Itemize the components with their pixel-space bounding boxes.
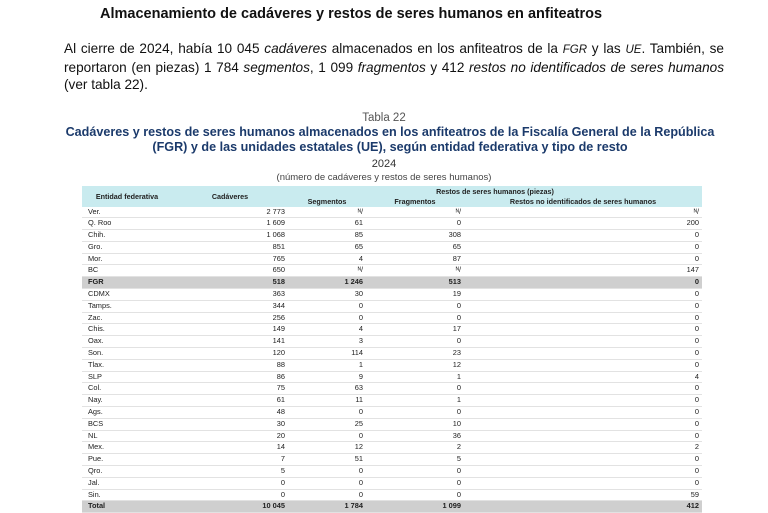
cell-fragmentos: 19 [366,289,464,301]
cell-restos: 0 [464,348,702,360]
cell-cadaveres: 1 068 [172,230,288,242]
data-table [82,186,702,513]
cell-fragmentos: 0 [366,477,464,489]
table-row [82,430,702,442]
cell-cadaveres: 86 [172,371,288,383]
table-row [82,383,702,395]
cell-cadaveres: 14 [172,442,288,454]
header-fragmentos: Fragmentos [366,197,464,207]
cell-entidad: Tlax. [82,359,172,371]
intro-text: . También, se reportaron (en piezas) 1 784 [64,41,724,75]
cell-entidad: Q. Roo [82,218,172,230]
cell-segmentos: 114 [288,348,366,360]
cell-fragmentos: 17 [366,324,464,336]
cell-segmentos: 0 [288,407,366,419]
intro-text: almacenados en los anfiteatros de la [326,41,563,56]
cell-segmentos: 0 [288,300,366,312]
cell-cadaveres: 363 [172,289,288,301]
cell-cadaveres: 141 [172,336,288,348]
cell-cadaveres: 30 [172,418,288,430]
cell-segmentos: 4 [288,324,366,336]
cell-restos: 0 [464,395,702,407]
cell-segmentos: 61 [288,218,366,230]
cell-segmentos: 1 [288,359,366,371]
cell-restos: 0 [464,241,702,253]
cell-entidad: Total [82,501,172,513]
intro-abbr: UE [625,44,642,56]
cell-cadaveres: 256 [172,312,288,324]
cell-entidad: Oax. [82,336,172,348]
table-row [82,218,702,230]
cell-entidad: Sin. [82,489,172,501]
table-row [82,466,702,478]
cell-restos: 0 [464,324,702,336]
cell-fragmentos: 65 [366,241,464,253]
cell-fragmentos: 10 [366,418,464,430]
cell-entidad: Ver. [82,207,172,218]
table-row [82,477,702,489]
cell-segmentos: 0 [288,466,366,478]
cell-entidad: Tamps. [82,300,172,312]
cell-restos: 0 [464,383,702,395]
intro-text: , 1 099 [309,60,358,75]
cell-restos: 2 [464,442,702,454]
table-row [82,230,702,242]
cell-segmentos: 1 784 [288,501,366,513]
cell-restos: ᴺ/ [464,207,702,218]
table-note: (número de cadáveres y restos de seres humanos) [276,172,492,183]
intro-term: segmentos [243,60,310,75]
cell-entidad: Col. [82,383,172,395]
cell-fragmentos: 87 [366,253,464,265]
intro-text: y 412 [425,60,470,75]
cell-segmentos: 51 [288,454,366,466]
table-row [82,407,702,419]
intro-text: (ver tabla 22). [64,77,148,92]
cell-cadaveres: 61 [172,395,288,407]
table-row [82,312,702,324]
table-row [82,207,702,218]
cell-restos: 147 [464,265,702,277]
cell-cadaveres: 5 [172,466,288,478]
cell-restos: 0 [464,477,702,489]
cell-cadaveres: 2 773 [172,207,288,218]
intro-paragraph [64,40,724,93]
cell-segmentos: 4 [288,253,366,265]
table-year: 2024 [371,158,397,170]
cell-cadaveres: 518 [172,277,288,289]
table-row [82,418,702,430]
table-label: Tabla 22 [362,112,406,124]
table-body [82,207,702,513]
cell-fragmentos: 0 [366,466,464,478]
cell-entidad: Qro. [82,466,172,478]
table-title: Cadáveres y restos de seres humanos almacenados en los anfiteatros de la Fiscalía General de la República (FGR) y de las unidades estatales (UE), según entidad federativa y tipo de resto [65,125,715,154]
cell-fragmentos: 0 [366,383,464,395]
table-total-row [82,501,702,513]
cell-entidad: Mex. [82,442,172,454]
table-row [82,348,702,360]
cell-segmentos: 85 [288,230,366,242]
intro-abbr: FGR [562,44,588,56]
cell-restos: 0 [464,289,702,301]
cell-fragmentos: 0 [366,218,464,230]
table-row [82,395,702,407]
cell-entidad: SLP [82,371,172,383]
cell-fragmentos: 12 [366,359,464,371]
table-row [82,489,702,501]
cell-fragmentos: ᴺ/ [366,265,464,277]
cell-segmentos: ᴺ/ [288,265,366,277]
cell-fragmentos: 0 [366,489,464,501]
cell-entidad: Zac. [82,312,172,324]
header-segmentos: Segmentos [288,197,366,207]
header-restos-ni: Restos no identificados de seres humanos [464,197,702,207]
cell-restos: 200 [464,218,702,230]
cell-fragmentos: 513 [366,277,464,289]
cell-segmentos: 3 [288,336,366,348]
table-row [82,265,702,277]
cell-entidad: BC [82,265,172,277]
intro-text: Al cierre de 2024, había 10 045 [64,41,265,56]
cell-fragmentos: 308 [366,230,464,242]
cell-segmentos: 63 [288,383,366,395]
cell-restos: 0 [464,407,702,419]
table-row [82,442,702,454]
cell-cadaveres: 344 [172,300,288,312]
intro-term: cadáveres [264,41,327,56]
cell-cadaveres: 75 [172,383,288,395]
table-row [82,241,702,253]
cell-segmentos: 12 [288,442,366,454]
cell-entidad: Jal. [82,477,172,489]
cell-restos: 4 [464,371,702,383]
cell-segmentos: 0 [288,489,366,501]
cell-fragmentos: 0 [366,312,464,324]
cell-restos: 0 [464,277,702,289]
cell-fragmentos: 0 [366,336,464,348]
cell-entidad: Gro. [82,241,172,253]
cell-entidad: FGR [82,277,172,289]
cell-restos: 0 [464,230,702,242]
table-row [82,371,702,383]
cell-segmentos: 1 246 [288,277,366,289]
cell-segmentos: 65 [288,241,366,253]
header-restos-group: Restos de seres humanos (piezas) [288,186,702,197]
cell-fragmentos: ᴺ/ [366,207,464,218]
table-row [82,253,702,265]
cell-entidad: Son. [82,348,172,360]
cell-fragmentos: 5 [366,454,464,466]
cell-cadaveres: 88 [172,359,288,371]
cell-cadaveres: 48 [172,407,288,419]
cell-restos: 0 [464,359,702,371]
cell-cadaveres: 851 [172,241,288,253]
cell-entidad: Nay. [82,395,172,407]
cell-fragmentos: 1 [366,371,464,383]
cell-fragmentos: 23 [366,348,464,360]
cell-restos: 0 [464,454,702,466]
table-row [82,289,702,301]
cell-restos: 0 [464,336,702,348]
cell-segmentos: 30 [288,289,366,301]
cell-entidad: BCS [82,418,172,430]
cell-restos: 0 [464,253,702,265]
cell-segmentos: 11 [288,395,366,407]
cell-fragmentos: 0 [366,407,464,419]
cell-fragmentos: 2 [366,442,464,454]
cell-restos: 0 [464,466,702,478]
cell-cadaveres: 0 [172,489,288,501]
cell-fragmentos: 36 [366,430,464,442]
table-row [82,336,702,348]
cell-fragmentos: 0 [366,300,464,312]
cell-restos: 0 [464,300,702,312]
cell-entidad: Chih. [82,230,172,242]
cell-entidad: Pue. [82,454,172,466]
table-row [82,324,702,336]
cell-restos: 412 [464,501,702,513]
cell-segmentos: 0 [288,477,366,489]
cell-segmentos: 9 [288,371,366,383]
cell-cadaveres: 149 [172,324,288,336]
cell-segmentos: 0 [288,430,366,442]
cell-entidad: CDMX [82,289,172,301]
cell-cadaveres: 1 609 [172,218,288,230]
cell-cadaveres: 20 [172,430,288,442]
table-row [82,359,702,371]
intro-text: y las [587,41,626,56]
cell-restos: 0 [464,430,702,442]
cell-segmentos: 0 [288,312,366,324]
cell-restos: 59 [464,489,702,501]
cell-restos: 0 [464,418,702,430]
cell-fragmentos: 1 099 [366,501,464,513]
section-heading: Almacenamiento de cadáveres y restos de seres humanos en anfiteatros [100,6,603,22]
cell-entidad: NL [82,430,172,442]
cell-cadaveres: 10 045 [172,501,288,513]
cell-cadaveres: 7 [172,454,288,466]
cell-cadaveres: 765 [172,253,288,265]
cell-entidad: Mor. [82,253,172,265]
cell-restos: 0 [464,312,702,324]
cell-cadaveres: 0 [172,477,288,489]
table-row [82,454,702,466]
cell-fragmentos: 1 [366,395,464,407]
cell-segmentos: 25 [288,418,366,430]
table-row [82,277,702,289]
intro-term: restos no identificados de seres humanos [469,60,725,75]
cell-cadaveres: 120 [172,348,288,360]
intro-term: fragmentos [357,60,426,75]
cell-cadaveres: 650 [172,265,288,277]
header-entidad: Entidad federativa [82,186,172,207]
table-row [82,300,702,312]
cell-entidad: Chis. [82,324,172,336]
cell-segmentos: ᴺ/ [288,207,366,218]
header-cadaveres: Cadáveres [172,186,288,207]
cell-entidad: Ags. [82,407,172,419]
